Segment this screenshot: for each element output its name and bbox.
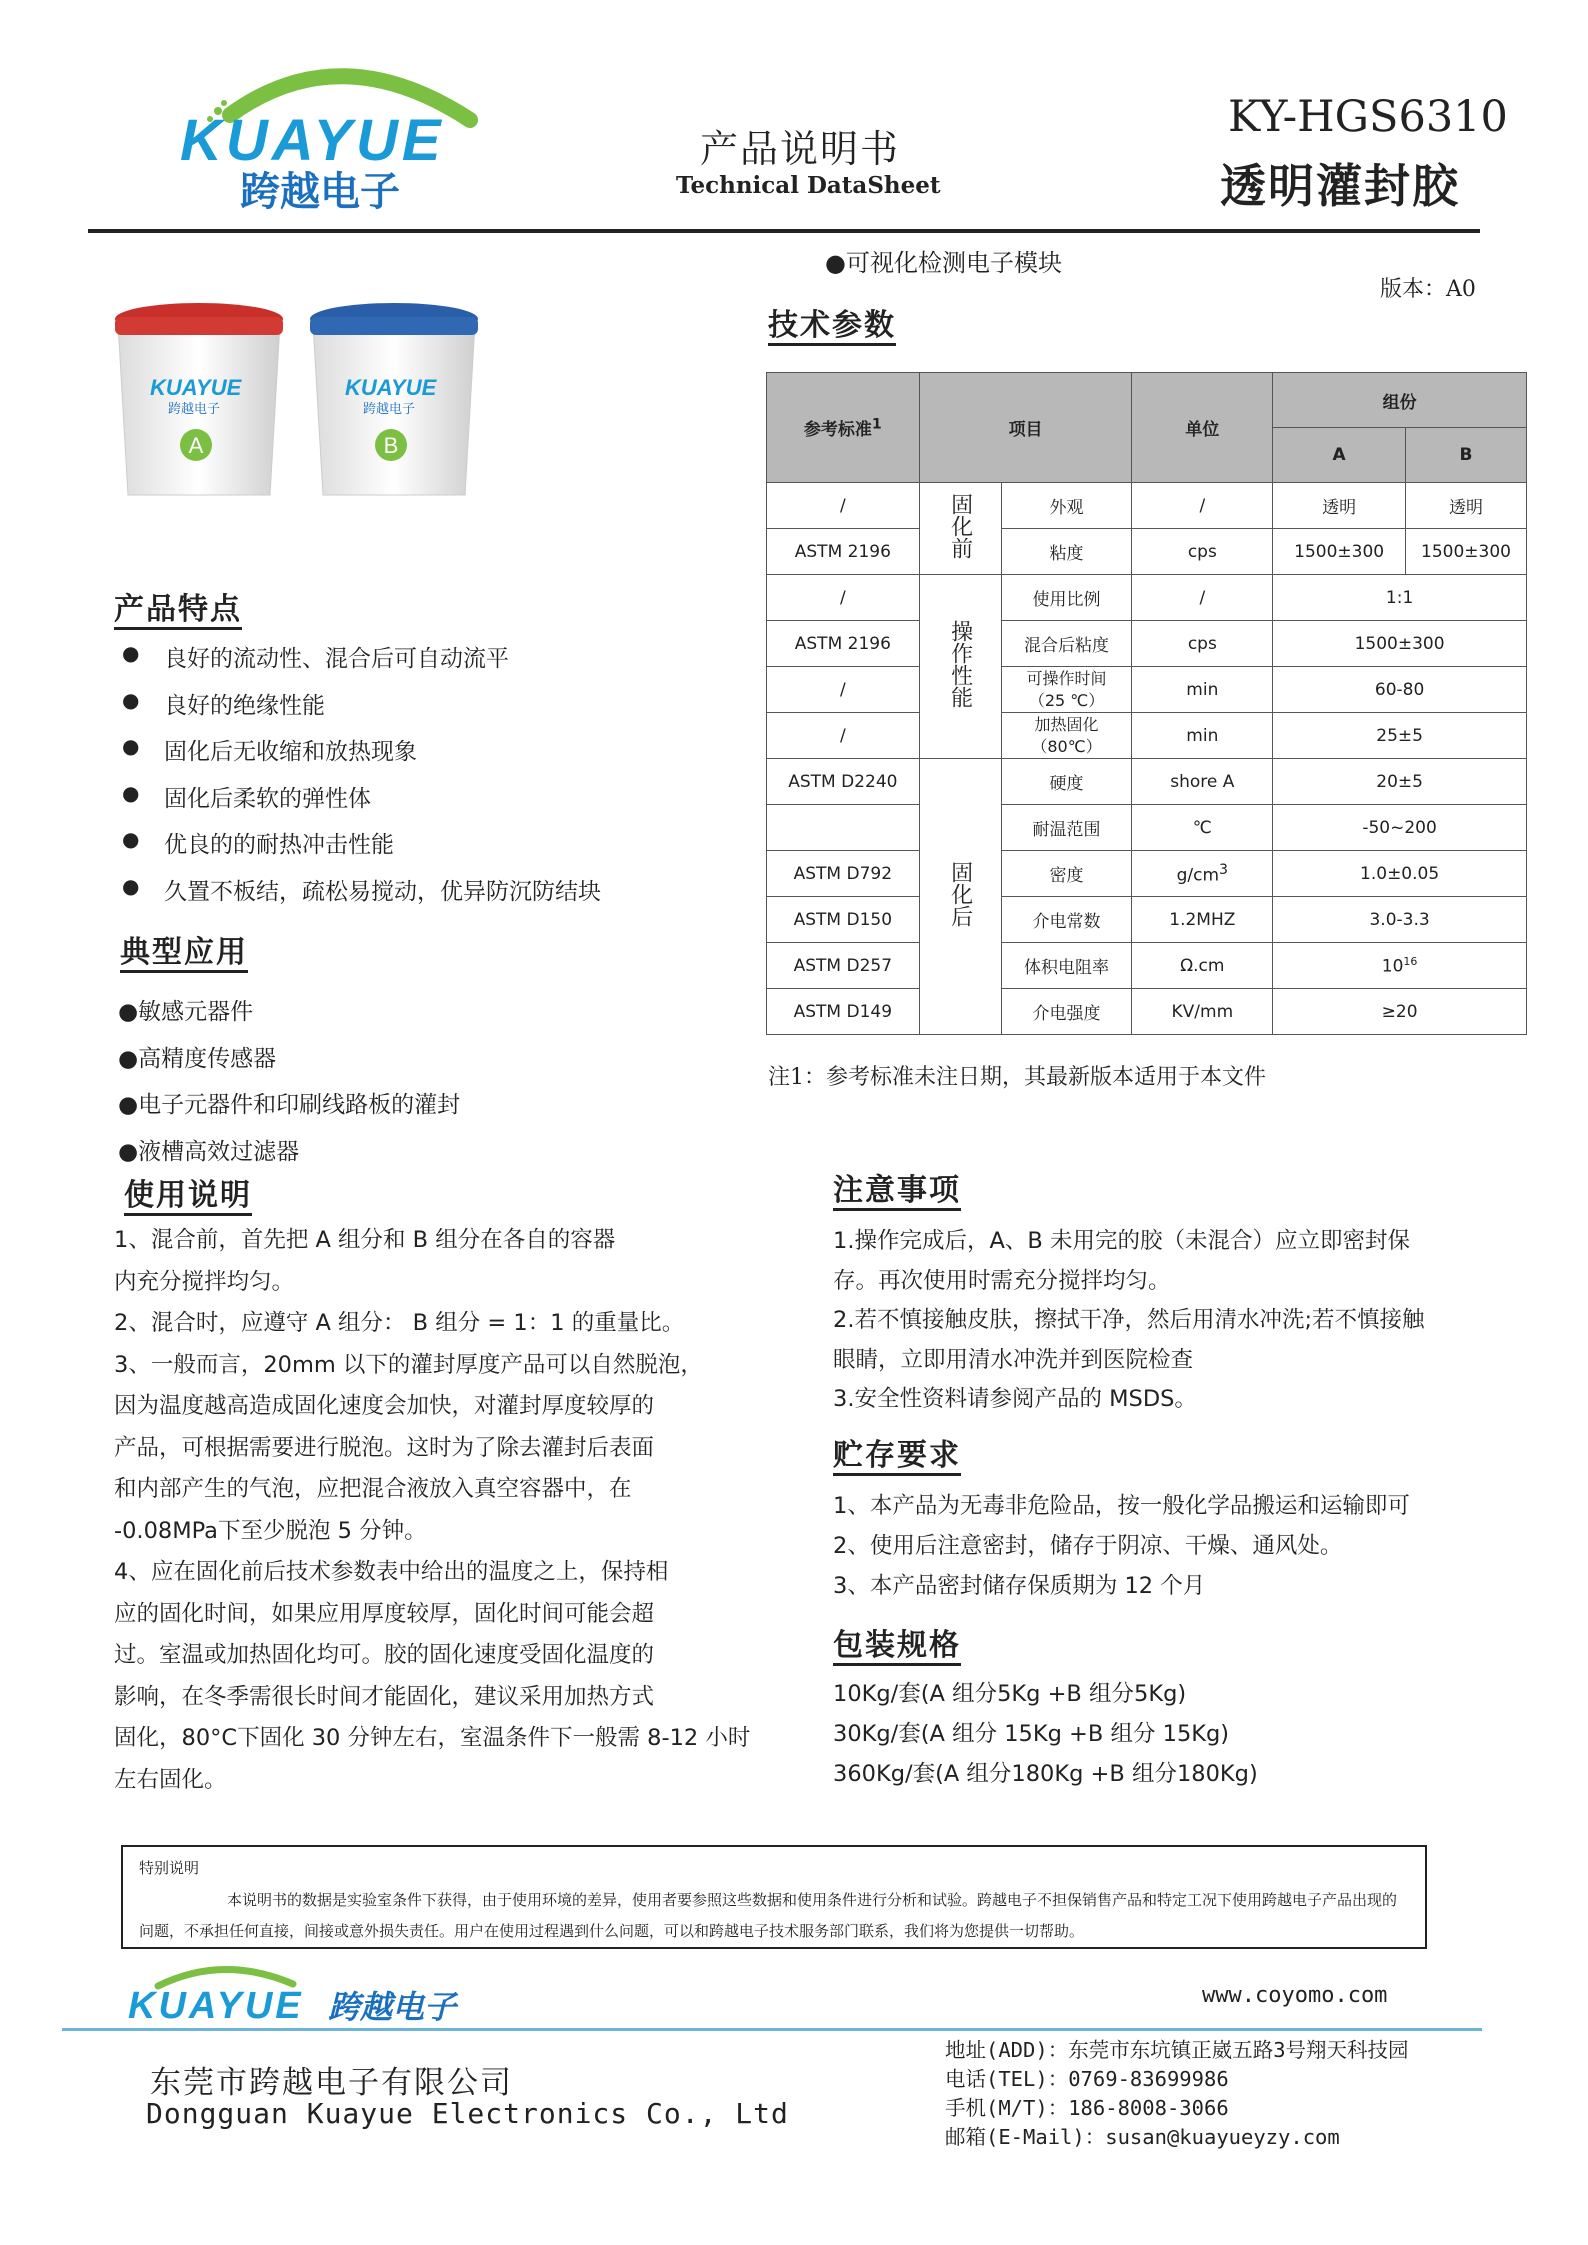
table-cell: 密度 [1001, 851, 1132, 897]
table-cell: Ω.cm [1132, 943, 1273, 989]
header-item: 项目 [919, 373, 1132, 483]
cell-text: （80℃） [1031, 736, 1102, 756]
svg-text:KUAYUE: KUAYUE [150, 375, 242, 400]
bucket-b-icon [310, 303, 478, 495]
table-cell: shore A [1132, 759, 1273, 805]
list-item: ● 良好的绝缘性能 [114, 687, 601, 734]
kuayue-logo [170, 45, 500, 215]
table-cell: 1500±300 [1406, 529, 1527, 575]
footer-divider [62, 2028, 1482, 2031]
table-cell: ASTM D149 [767, 989, 920, 1035]
table-cell: -50~200 [1273, 805, 1527, 851]
svg-text:A: A [188, 433, 204, 458]
table-cell: min [1132, 713, 1273, 759]
table-cell: ℃ [1132, 805, 1273, 851]
table-cell [1001, 667, 1132, 713]
top-bullet: ●可视化检测电子模块 [825, 249, 1062, 277]
table-cell: 20±5 [1273, 759, 1527, 805]
table-cell: / [767, 713, 920, 759]
header-unit: 单位 [1132, 373, 1273, 483]
table-cell: 外观 [1001, 483, 1132, 529]
table-row [767, 851, 1527, 897]
cell-text: 固化后 [947, 861, 973, 927]
table-cell: / [767, 667, 920, 713]
table-row [767, 529, 1527, 575]
cell-text: 加热固化 [1034, 714, 1099, 734]
table-cell: 耐温范围 [1001, 805, 1132, 851]
product-image [110, 295, 490, 505]
svg-text:KUAYUE: KUAYUE [345, 375, 437, 400]
table-cell: 介电常数 [1001, 897, 1132, 943]
cell-text: 参考标准 [803, 420, 872, 440]
table-cell: 1:1 [1273, 575, 1527, 621]
table-cell: 体积电阻率 [1001, 943, 1132, 989]
table-cell: 介电强度 [1001, 989, 1132, 1035]
table-cell: 1.0±0.05 [1273, 851, 1527, 897]
cell-text [767, 373, 1527, 428]
table-cell: ASTM D792 [767, 851, 920, 897]
svg-text:KUAYUE: KUAYUE [128, 1985, 304, 2027]
svg-text:跨越电子: 跨越电子 [363, 402, 416, 417]
table-row [767, 667, 1527, 713]
table-cell: cps [1132, 621, 1273, 667]
table-cell: ≥20 [1273, 989, 1527, 1035]
model-code: KY-HGS6310 [1228, 92, 1508, 142]
table-cell: ASTM 2196 [767, 529, 920, 575]
list-item: ● 良好的流动性、混合后可自动流平 [114, 640, 601, 687]
contact-info [945, 2036, 1409, 2152]
doc-subtitle: Technical DataSheet [676, 172, 941, 199]
table-cell: 使用比例 [1001, 575, 1132, 621]
table-row [767, 575, 1527, 621]
table-row [767, 943, 1527, 989]
table-row [767, 483, 1527, 529]
disclaimer-box [121, 1845, 1427, 1949]
address: 地址(ADD)：东莞市东坑镇正崴五路3号翔天科技园 [945, 2038, 1409, 2062]
svg-text:跨越电子: 跨越电子 [328, 1988, 457, 2026]
table-cell: cps [1132, 529, 1273, 575]
table-row [767, 713, 1527, 759]
header-standard [767, 373, 920, 483]
table-cell: 60-80 [1273, 667, 1527, 713]
header-b: B [1406, 428, 1527, 483]
cell-text: 固化前 [947, 493, 973, 559]
disclaimer-body: 本说明书的数据是实验室条件下获得，由于使用环境的差异，使用者要参照这些数据和使用条件进行分析和试验。跨越电子不担保销售产品和特定工况下使用跨越电子产品出现的问题，不承担任何直接，间接或意外损失责任。用户在使用过程遇到什么问题，可以和跨越电子技术服务部门联系，我们将为您提供一切帮助。 [139, 1891, 1398, 1940]
cell-text: 1 [871, 416, 882, 433]
header-a: A [1273, 428, 1406, 483]
product-name: 透明灌封胶 [1220, 159, 1460, 213]
table-cell [1273, 943, 1527, 989]
table-cell: 透明 [1273, 483, 1406, 529]
table-cell [767, 805, 920, 851]
header-component: 组份 [1273, 373, 1527, 428]
table-cell: ASTM D2240 [767, 759, 920, 805]
table-cell: ASTM D257 [767, 943, 920, 989]
table-cell: ASTM D150 [767, 897, 920, 943]
tech-params-title: 技术参数 [768, 308, 896, 343]
table-cell: ASTM 2196 [767, 621, 920, 667]
table-cell: KV/mm [1132, 989, 1273, 1035]
table-row [767, 989, 1527, 1035]
list-item: ● 固化后无收缩和放热现象 [114, 733, 601, 780]
table-cell [1001, 713, 1132, 759]
website-link[interactable]: www.coyomo.com [1202, 1983, 1388, 2008]
table-cell: / [1132, 575, 1273, 621]
bucket-a-icon [115, 303, 283, 495]
applications-list [118, 993, 460, 1179]
version-label: 版本：A0 [1380, 277, 1476, 302]
table-cell: 1500±300 [1273, 529, 1406, 575]
list-item: ●液槽高效过滤器 [118, 1138, 300, 1165]
kuayue-logo-footer [128, 1958, 488, 2028]
table-note: 注1：参考标准未注日期，其最新版本适用于本文件 [768, 1065, 1266, 1090]
storage-title: 贮存要求 [833, 1438, 961, 1473]
table-cell: 3.0-3.3 [1273, 897, 1527, 943]
table-cell: 1500±300 [1273, 621, 1527, 667]
logo-wordmark: KUAYUE [180, 108, 445, 173]
features-title: 产品特点 [114, 592, 242, 627]
table-cell: 1.2MHZ [1132, 897, 1273, 943]
mobile: 手机(M/T)：186-8008-3066 [945, 2096, 1229, 2120]
cell-text: （25 ℃） [1028, 690, 1105, 710]
list-item: ●敏感元器件 [118, 999, 254, 1025]
list-item: ●电子元器件和印刷线路板的灌封 [118, 1092, 461, 1118]
svg-text:跨越电子: 跨越电子 [168, 402, 221, 417]
table-row [767, 759, 1527, 805]
table-cell: min [1132, 667, 1273, 713]
cell-text: 操作性能 [947, 620, 973, 708]
table-cell: 硬度 [1001, 759, 1132, 805]
table-cell: 25±5 [1273, 713, 1527, 759]
table-row [767, 897, 1527, 943]
table-cell: 混合后粘度 [1001, 621, 1132, 667]
table-cell: 粘度 [1001, 529, 1132, 575]
company-name-en: Dongguan Kuayue Electronics Co., Ltd [146, 2097, 789, 2130]
table-cell: / [767, 483, 920, 529]
disclaimer-title: 特别说明 [139, 1859, 200, 1877]
table-cell [1132, 851, 1273, 897]
list-item: ●高精度传感器 [118, 1045, 277, 1072]
list-item: ● 优良的的耐热冲击性能 [114, 826, 601, 873]
group-before-cure [919, 483, 1001, 575]
table-cell: / [767, 575, 920, 621]
tech-params-table [766, 372, 1527, 1035]
table-row [767, 805, 1527, 851]
table-cell: / [1132, 483, 1273, 529]
list-item: ● 久置不板结，疏松易搅动，优异防沉防结块 [114, 873, 601, 920]
storage-text: 1、本产品为无毒非危险品，按一般化学品搬运和运输即可 2、使用后注意密封，储存于阴凉、干燥、通风处。 3、本产品密封储存保质期为 12 个月 [833, 1493, 1410, 1599]
packaging-text: 10Kg/套(A 组分5Kg +B 组分5Kg) 30Kg/套(A 组分 15Kg +B 组分 15Kg) 360Kg/套(A 组分180Kg +B 组分180Kg) [833, 1681, 1258, 1787]
features-list [114, 640, 601, 919]
group-operation [919, 575, 1001, 759]
company-name-cn: 东莞市跨越电子有限公司 [150, 2065, 513, 2101]
cell-text: g/cm [1176, 865, 1220, 886]
precautions-title: 注意事项 [833, 1173, 961, 1208]
cell-text: 3 [1219, 861, 1229, 878]
phone: 电话(TEL)：0769-83699986 [945, 2067, 1229, 2091]
table-cell: 透明 [1406, 483, 1527, 529]
table-row [767, 621, 1527, 667]
logo-cn: 跨越电子 [240, 169, 400, 215]
packaging-title: 包装规格 [833, 1628, 961, 1663]
svg-text:B: B [383, 433, 399, 458]
applications-title: 典型应用 [120, 935, 248, 970]
group-after-cure [919, 759, 1001, 1035]
usage-title: 使用说明 [124, 1178, 252, 1213]
header-divider [88, 229, 1480, 233]
cell-text: 可操作时间 [1026, 668, 1107, 688]
doc-title: 产品说明书 [700, 127, 901, 171]
cell-text: 10 [1381, 956, 1404, 977]
usage-text: 1、混合前，首先把 A 组分和 B 组分在各自的容器 内充分搅拌均匀。 2、混合时，应遵守 A 组分： B 组分 = 1：1 的重量比。 3、一般而言，20mm 以下的灌封厚度产品可以自然脱泡， 因为温度越高造成固化速度会加快，对灌封厚度较厚的 产品，可根据需要进行脱泡。这时为了除去灌封后表面 和内部产生的气泡，应把混合液放入真空容器中，在 -0.08MPa下至少脱泡 5 分钟。 4、应在固化前后技术参数表中给出的温度之上，保持相 应的固化时间，如果应用厚度较厚，固化时间可能会超 过。室温或加热固化均可。胶的固化速度受固化温度的 影响，在冬季需很长时间才能固化，建议采用加热方式 固化，80°C下固化 30 分钟左右，室温条件下一般需 8-12 小时 左右固化。 [114, 1227, 751, 1793]
cell-text: 16 [1403, 954, 1418, 968]
precautions-text: 1.操作完成后，A、B 未用完的胶（未混合）应立即密封保 存。再次使用时需充分搅拌均匀。 2.若不慎接触皮肤，擦拭干净，然后用清水冲洗;若不慎接触 眼睛，立即用清水冲洗并到医院检查 3.安全性资料请参阅产品的 MSDS。 [833, 1228, 1425, 1412]
list-item: ● 固化后柔软的弹性体 [114, 780, 601, 827]
email: 邮箱(E-Mail)：susan@kuayueyzy.com [945, 2125, 1340, 2149]
